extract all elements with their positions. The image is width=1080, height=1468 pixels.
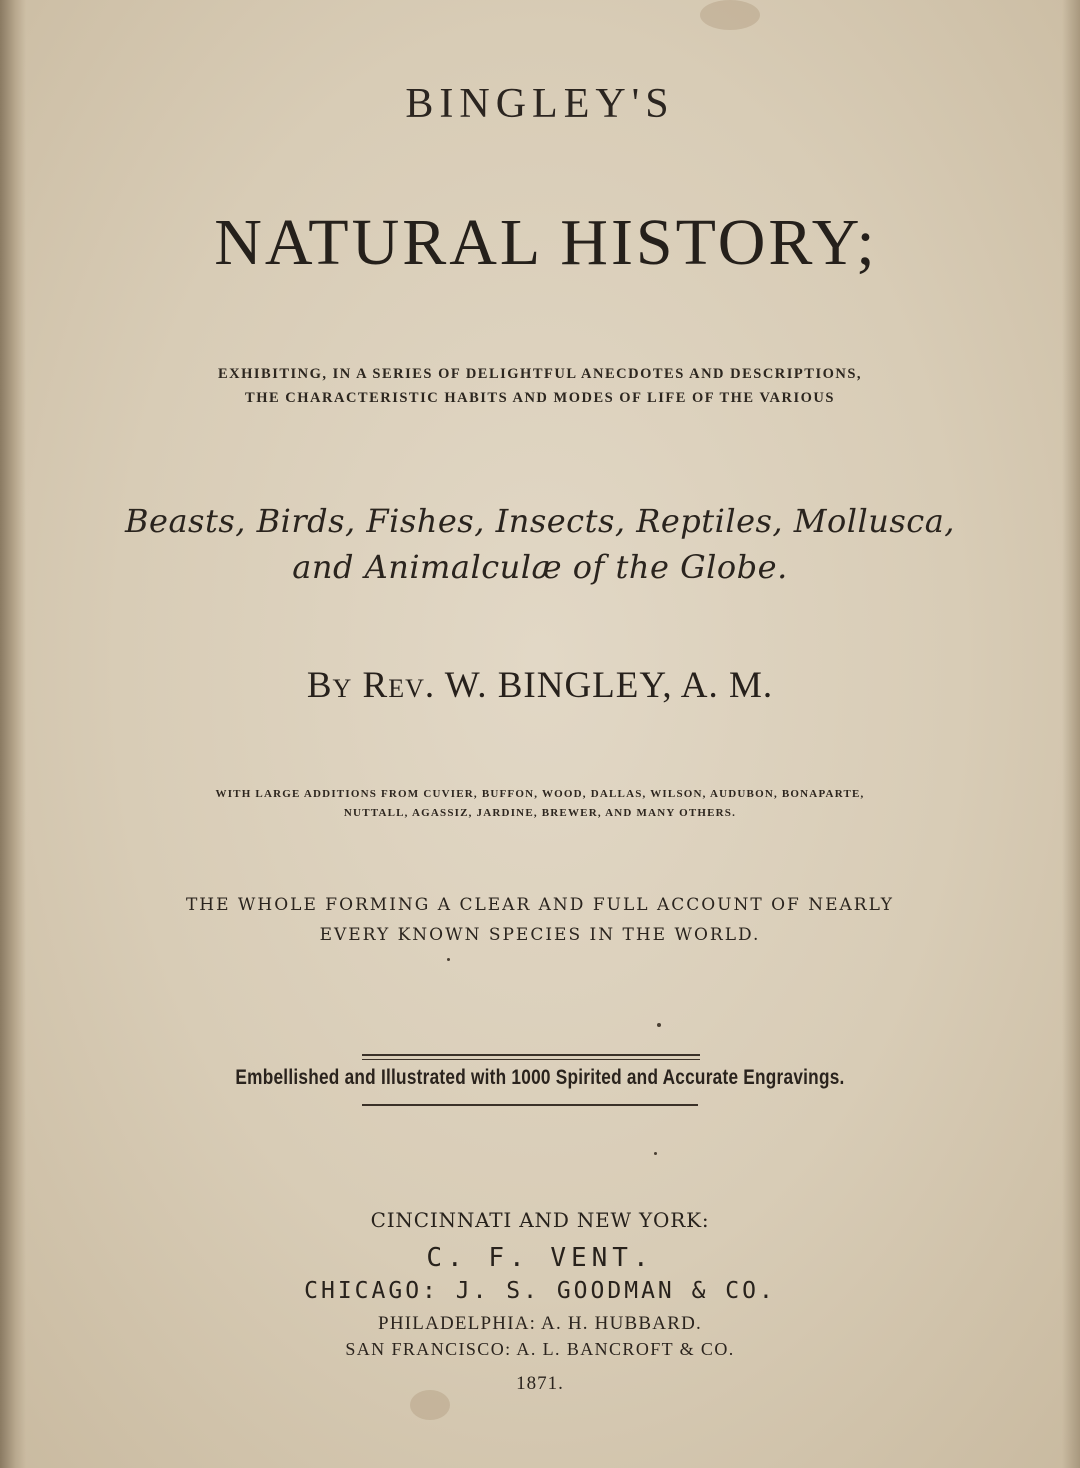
ink-speck: [447, 958, 450, 961]
publication-year: 1871.: [516, 1373, 564, 1394]
animals-line-1: Beasts, Birds, Fishes, Insects, Reptiles, Mollusca,: [125, 502, 955, 540]
series-title: BINGLEY'S: [405, 81, 675, 127]
ink-speck: [654, 1152, 657, 1155]
imprint-cities: CINCINNATI AND NEW YORK:: [370, 1208, 710, 1232]
subtitle-line-2: THE CHARACTERISTIC HABITS AND MODES OF LIFE OF THE VARIOUS: [245, 390, 835, 406]
author-line: By Rev. W. BINGLEY, A. M.: [306, 665, 774, 706]
subtitle-line-1: EXHIBITING, IN A SERIES OF DELIGHTFUL ANECDOTES AND DESCRIPTIONS,: [217, 366, 863, 382]
rule-top: [362, 1054, 700, 1056]
rule-top-thin: [362, 1059, 700, 1060]
main-title: NATURAL HISTORY;: [214, 206, 878, 279]
imprint-san-francisco: SAN FRANCISCO: A. L. BANCROFT & CO.: [345, 1339, 735, 1359]
imprint-publisher: C. F. VENT.: [426, 1243, 654, 1273]
embellished-line: Embellished and Illustrated with 1000 Spirited and Accurate Engravings.: [235, 1066, 845, 1089]
imprint-chicago: CHICAGO: J. S. GOODMAN & CO.: [304, 1278, 776, 1304]
forming-line-1: THE WHOLE FORMING A CLEAR AND FULL ACCOUNT OF NEARLY: [185, 895, 895, 915]
additions-line-1: WITH LARGE ADDITIONS FROM CUVIER, BUFFON, WOOD, DALLAS, WILSON, AUDUBON, BONAPARTE,: [215, 788, 865, 800]
forming-line-2: EVERY KNOWN SPECIES IN THE WORLD.: [319, 925, 761, 945]
foxing-stain: [700, 0, 760, 30]
additions-line-2: NUTTALL, AGASSIZ, JARDINE, BREWER, AND MANY OTHERS.: [343, 807, 737, 819]
animals-line-2: and Animalculæ of the Globe.: [292, 548, 788, 586]
imprint-philadelphia: PHILADELPHIA: A. H. HUBBARD.: [378, 1313, 702, 1334]
rule-bottom: [362, 1104, 698, 1106]
ink-speck: [657, 1023, 661, 1027]
